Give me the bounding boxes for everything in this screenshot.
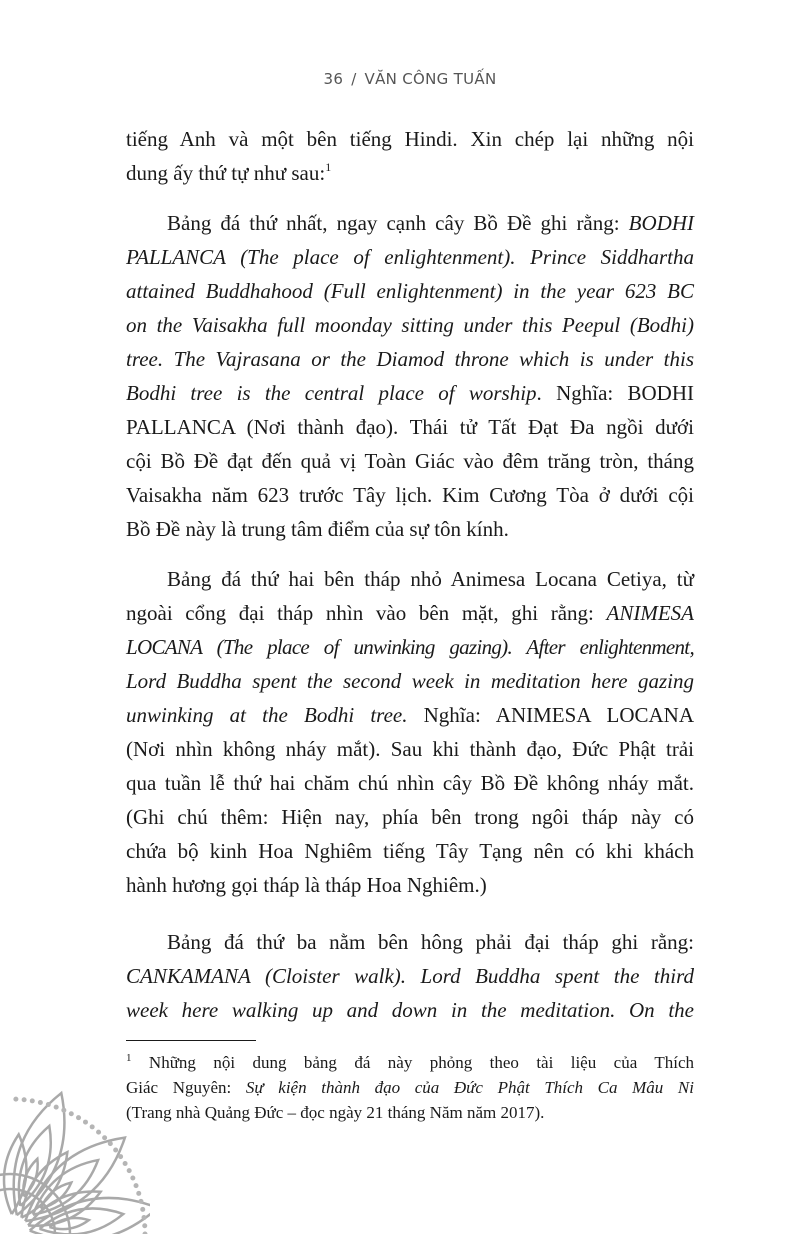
text-line bbox=[126, 925, 694, 959]
text-line bbox=[126, 240, 694, 274]
text: (Ghi chú thêm: Hiện nay, phía bên trong ngôi tháp này có bbox=[126, 805, 694, 829]
paragraph-1 bbox=[126, 122, 694, 190]
text-line bbox=[126, 342, 694, 376]
text-line bbox=[126, 959, 694, 993]
text-line bbox=[126, 562, 694, 596]
text: cội Bồ Đề đạt đến quả vị Toàn Giác vào đêm trăng tròn, tháng bbox=[126, 449, 694, 473]
italic-text: LOCANA (The place of unwinking gazing). After enlightenment, bbox=[126, 635, 694, 659]
text: (Trang nhà Quảng Đức – đọc ngày 21 tháng Năm năm 2017). bbox=[126, 1103, 545, 1122]
text: Bảng đá thứ hai bên tháp nhỏ Animesa Locana Cetiya, từ bbox=[167, 567, 694, 591]
text-line bbox=[126, 630, 694, 664]
text-line bbox=[126, 274, 694, 308]
italic-text: PALLANCA (The place of enlightenment). Prince Siddhartha bbox=[126, 245, 694, 269]
text: Bảng đá thứ nhất, ngay cạnh cây Bồ Đề ghi rằng: bbox=[167, 211, 629, 235]
text: ngoài cổng đại tháp nhìn vào bên mặt, ghi rằng: bbox=[126, 601, 607, 625]
italic-text: CANKAMANA (Cloister walk). Lord Buddha spent the third bbox=[126, 964, 694, 988]
text: chứa bộ kinh Hoa Nghiêm tiếng Tây Tạng nên có khi khách bbox=[126, 839, 694, 863]
text: Giác Nguyên: bbox=[126, 1078, 246, 1097]
text: tiếng Anh và một bên tiếng Hindi. Xin chép lại những nội bbox=[126, 127, 694, 151]
text-line bbox=[126, 444, 694, 478]
text-line bbox=[126, 664, 694, 698]
italic-text: week here walking up and down in the meditation. On the bbox=[126, 998, 694, 1022]
italic-text: ANIMESA bbox=[606, 601, 694, 625]
text-line bbox=[126, 478, 694, 512]
text-line bbox=[126, 993, 694, 1027]
text: PALLANCA (Nơi thành đạo). Thái tử Tất Đạt Đa ngồi dưới bbox=[126, 415, 694, 439]
paragraph-4 bbox=[126, 925, 694, 1027]
footnote-marker: 1 bbox=[126, 1052, 132, 1064]
text-line bbox=[126, 868, 694, 902]
footnote-marker: 1 bbox=[325, 160, 332, 174]
text-line bbox=[126, 800, 694, 834]
text-line bbox=[126, 1075, 694, 1100]
text-line bbox=[126, 1050, 694, 1075]
text-line bbox=[126, 766, 694, 800]
text-line bbox=[126, 834, 694, 868]
text: hành hương gọi tháp là tháp Hoa Nghiêm.) bbox=[126, 873, 487, 897]
italic-text: unwinking at the Bodhi tree. bbox=[126, 703, 408, 727]
text-line bbox=[126, 206, 694, 240]
text: Vaisakha năm 623 trước Tây lịch. Kim Cương Tòa ở dưới cội bbox=[126, 483, 694, 507]
italic-text: Sự kiện thành đạo của Đức Phật Thích Ca Mâu Ni bbox=[245, 1078, 694, 1097]
paragraph-3 bbox=[126, 562, 694, 902]
text-line bbox=[126, 732, 694, 766]
italic-text: attained Buddhahood (Full enlightenment) in the year 623 BC bbox=[126, 279, 694, 303]
italic-text: Lord Buddha spent the second week in meditation here gazing bbox=[126, 669, 694, 693]
italic-text: on the Vaisakha full moonday sitting under this Peepul (Bodhi) bbox=[126, 313, 694, 337]
text: Bảng đá thứ ba nằm bên hông phải đại tháp ghi rằng: bbox=[167, 930, 694, 954]
text-line bbox=[126, 376, 694, 410]
text: dung ấy thứ tự như sau: bbox=[126, 161, 326, 185]
text: Nghĩa: ANIMESA LOCANA bbox=[407, 703, 694, 727]
italic-text: Bodhi tree is the central place of worship bbox=[126, 381, 537, 405]
paragraph-2 bbox=[126, 206, 694, 546]
text-line bbox=[126, 156, 694, 190]
italic-text: tree. The Vajrasana or the Diamod throne which is under this bbox=[126, 347, 694, 371]
italic-text: BODHI bbox=[628, 211, 694, 235]
text: Những nội dung bảng đá này phỏng theo tài liệu của Thích bbox=[131, 1053, 694, 1072]
text-line bbox=[126, 1100, 694, 1125]
text-line bbox=[126, 122, 694, 156]
text: qua tuần lễ thứ hai chăm chú nhìn cây Bồ Đề không nháy mắt. bbox=[126, 771, 694, 795]
text-line bbox=[126, 596, 694, 630]
mandala-ornament-icon bbox=[0, 1060, 150, 1234]
text-line bbox=[126, 698, 694, 732]
footnote bbox=[126, 1050, 694, 1125]
page-number: 36 bbox=[323, 70, 344, 88]
header-author: VĂN CÔNG TUẤN bbox=[364, 70, 497, 88]
text-line bbox=[126, 410, 694, 444]
text: Bồ Đề này là trung tâm điểm của sự tôn kính. bbox=[126, 517, 509, 541]
running-header bbox=[0, 70, 800, 88]
text-line bbox=[126, 512, 694, 546]
text: . Nghĩa: BODHI bbox=[536, 381, 694, 405]
text-line bbox=[126, 308, 694, 342]
text: (Nơi nhìn không nháy mắt). Sau khi thành đạo, Đức Phật trải bbox=[126, 737, 694, 761]
header-separator: / bbox=[351, 70, 357, 88]
footnote-rule bbox=[126, 1040, 256, 1041]
